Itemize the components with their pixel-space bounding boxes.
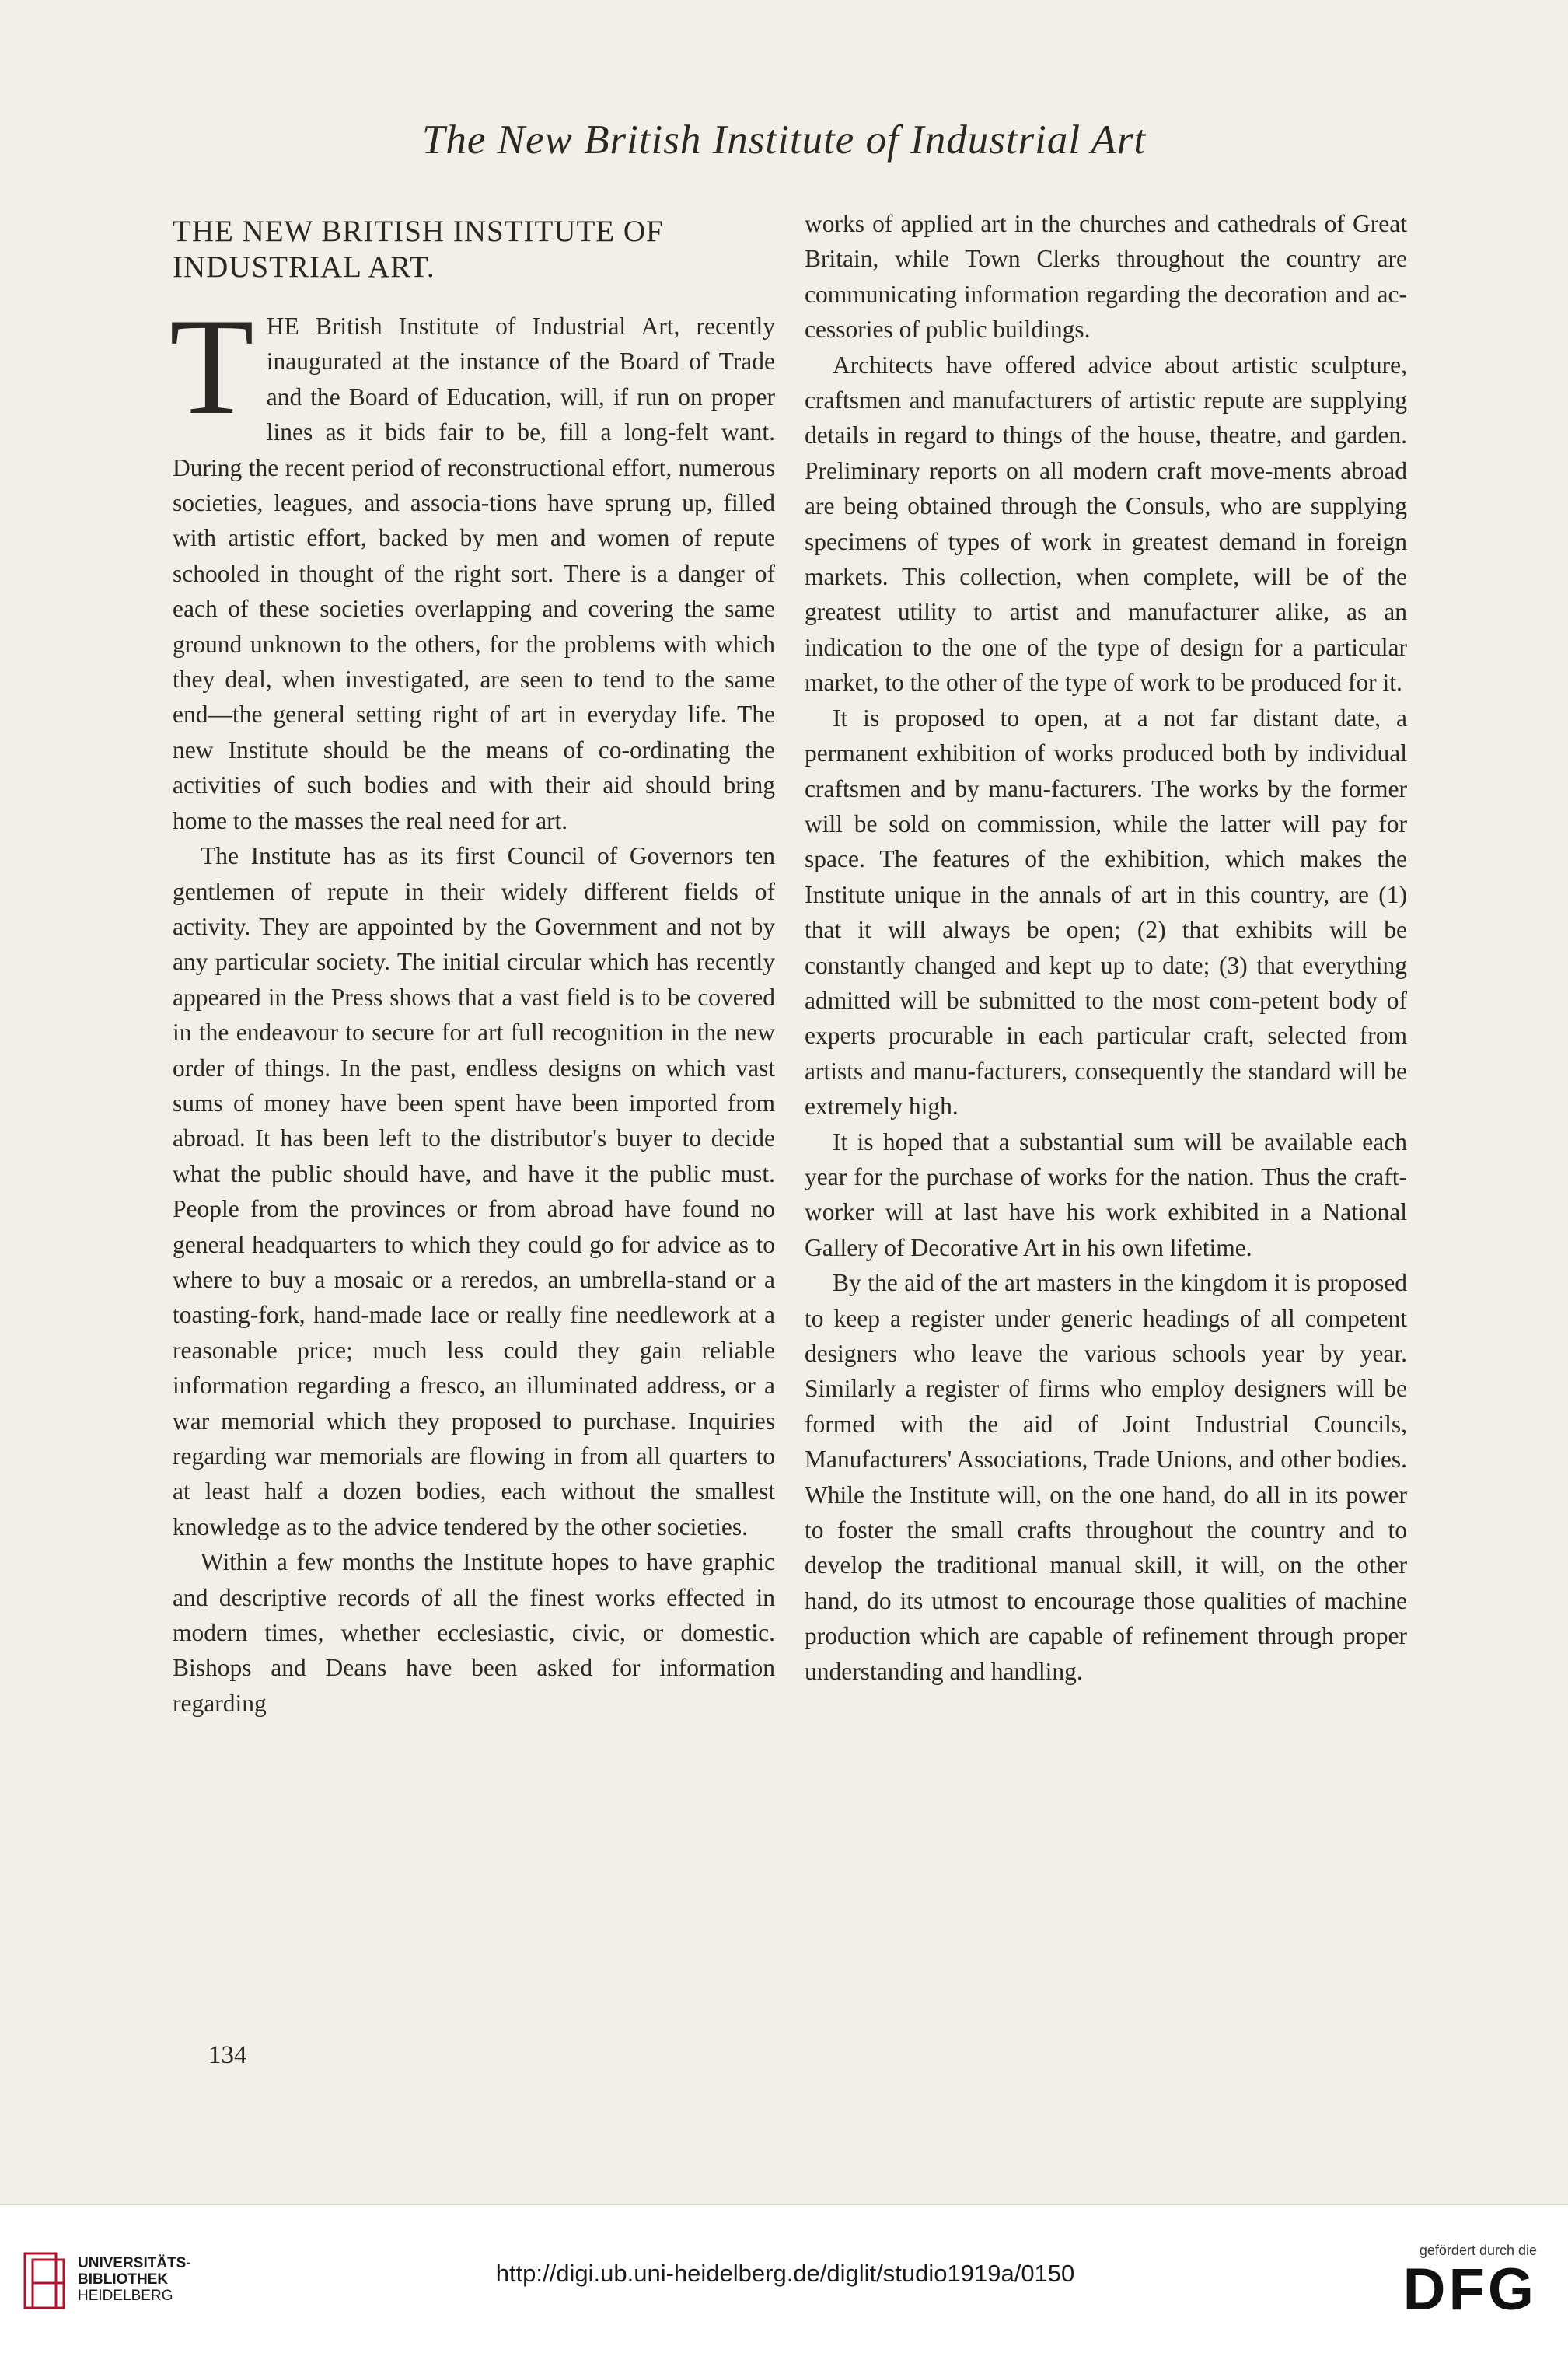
sponsor-block (1403, 2243, 1537, 2321)
paragraph: Within a few months the Institute hopes to have graphic and descriptive records of all the finest works effected in modern times, whether ecclesiastic, civic, or domestic. Bishops and Deans have been asked for information regarding (173, 1548, 775, 1717)
drop-cap: T (169, 289, 254, 443)
paragraph: The Institute has as its first Council of Governors ten gentlemen of repute in their widely different fields of activity. They are appointed by the Government and not by any particular society. The initial circular which has recently appeared in the Press shows that a vast field is to be covered in the endeavour to secure for art full recognition in the new order of things. In the past, endless designs on which vast sums of money have been spent have been imported from abroad. It has been left to the distributor's buyer to decide what the public should have, and have it the public must. People from the provinces or from abroad have found no general headquarters to which they could go for advice as to where to buy a mosaic or a reredos, an umbrella-stand or a toasting-fork, hand-made lace or really fine needlework at a reasonable price; much less could they gain reliable information regarding a fresco, an illuminated address, or a war memorial which they proposed to purchase. Inquiries regarding war memorials are flowing in from all quarters to at least half a dozen bodies, each without the smallest knowledge as to the advice tendered by the other societies. (173, 842, 775, 1540)
paragraph: It is hoped that a substantial sum will be available each year for the purchase of works for the nation. Thus the craft-worker will at last have his work exhibited in a National Gallery of Decorative Art in his own lifetime. (805, 1128, 1407, 1261)
paragraph-text: British Institute of Industrial Art, recently inaugurated at the instance of the Board of Trade and the Board of Education, will, if run on proper lines as it bids fair to be, fill a long-felt want. During the recent period of reconstructional effort, numerous societies, leagues, and associa-tions have sprung up, filled with artistic effort, backed by men and women of repute schooled in thought of the right sort. There is a danger of each of these societies overlapping and covering the same ground unknown to the others, for the problems with which they deal, when investigated, are seen to tend to the same end—the general setting right of art in everyday life. The new Institute should be the means of co-ordinating the activities of such bodies and with their aid should bring home to the masses the real need for art. (173, 313, 775, 834)
paragraph (169, 289, 775, 838)
left-column (169, 206, 775, 1721)
running-header: The New British Institute of Industrial Art (421, 117, 1147, 163)
paragraph: By the aid of the art masters in the kingdom it is proposed to keep a register under generic headings of all competent designers who leave the various schools year by year. Similarly a register of firms who employ designers will be formed with the aid of Joint Industrial Councils, Manufacturers' Associations, Trade Unions, and other bodies. While the Institute will, on the one hand, do all in its power to foster the small crafts throughout the country and to develop the traditional manual skill, it will, on the other hand, do its utmost to encourage those qualities of machine production which are capable of refinement through proper understanding and handling. (805, 1269, 1407, 1685)
paragraph: works of applied art in the churches and cathedrals of Great Britain, while Town Clerks throughout the country are communicating information regarding the decoration and ac-cessories of public buildings. (805, 210, 1407, 344)
source-url-link[interactable]: http://digi.ub.uni-heidelberg.de/diglit/studio1919a/0150 (495, 2260, 1075, 2287)
sponsor-text: gefördert durch die (1419, 2243, 1537, 2258)
library-name (78, 2255, 191, 2304)
library-name-line: UNIVERSITÄTS- (78, 2255, 191, 2271)
article-title: THE NEW BRITISH INSTITUTE OF INDUSTRIAL ART. (173, 215, 664, 284)
right-column (805, 206, 1407, 1689)
paragraph: Architects have offered advice about artistic sculpture, craftsmen and manufacturers of artistic repute are supplying details in regard to things of the house, theatre, and garden. Preliminary reports on all modern craft move-ments abroad are being obtained through the Consuls, who are supplying specimens of types of work in greatest demand in foreign markets. This collection, when complete, will be of the greatest utility to artist and manufacturer alike, as an indication to the one of the type of design for a particular market, to the other of the type of work to be produced for it. (805, 351, 1407, 697)
first-word: HE (266, 313, 299, 340)
digitization-footer (0, 2204, 1568, 2353)
library-name-line: BIBLIOTHEK (78, 2271, 169, 2288)
library-name-line: HEIDELBERG (78, 2288, 173, 2304)
library-logo-icon (23, 2252, 70, 2310)
paragraph: It is proposed to open, at a not far distant date, a permanent exhibition of works produced both by individual craftsmen and by manu-facturers. The works by the former will be sold on commission, while the latter will pay for space. The features of the exhibition, which makes the Institute unique in the annals of art in this country, are (1) that it will always be open; (2) that exhibits will be constantly changed and kept up to date; (3) that everything admitted will be submitted to the most com-petent body of experts procurable in each particular craft, selected from artists and manu-facturers, consequently the standard will be extremely high. (805, 704, 1407, 1121)
dfg-logo: DFG (1402, 2257, 1537, 2323)
page-number: 134 (208, 2041, 247, 2069)
